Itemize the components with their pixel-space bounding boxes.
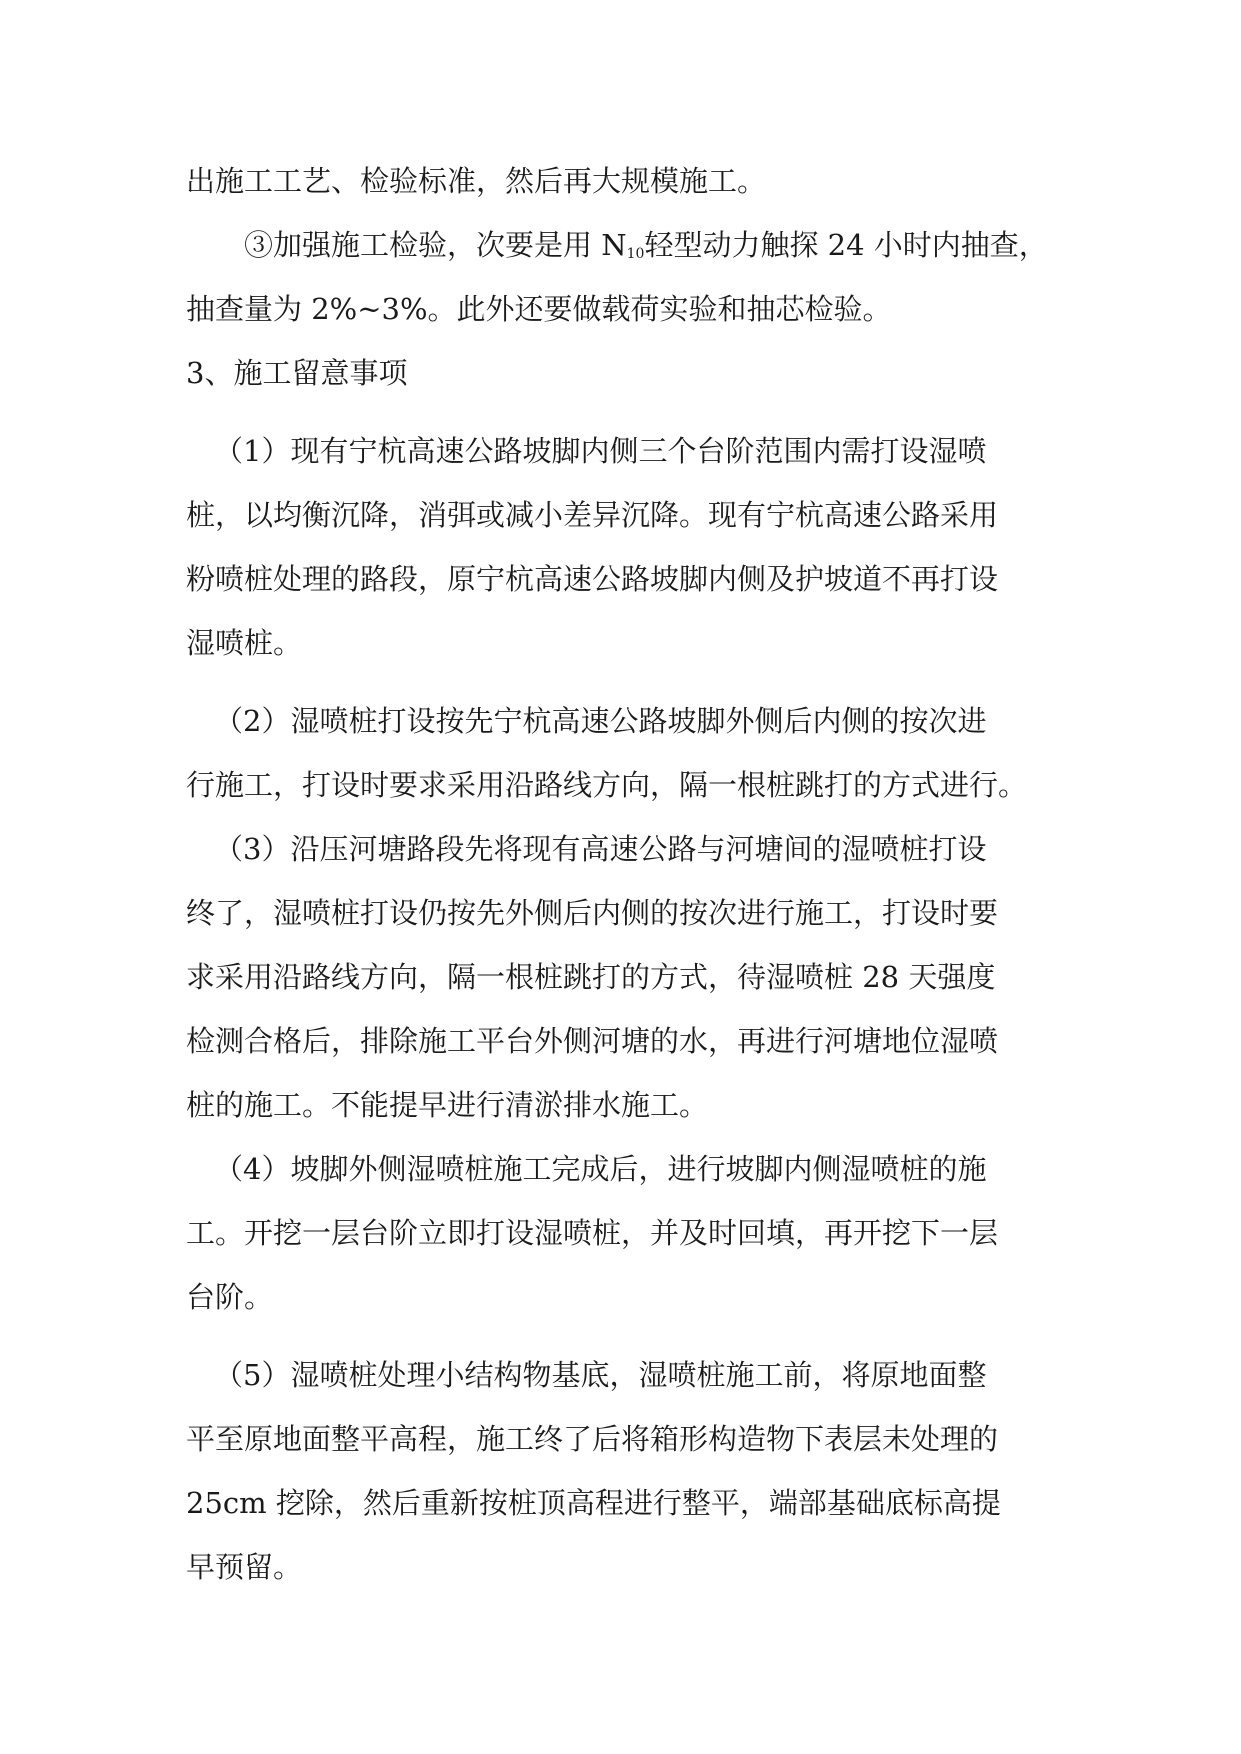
text-segment: ③加强施工检验，次要是用 N bbox=[244, 228, 627, 262]
paragraph-1-line: 湿喷桩。 bbox=[186, 626, 303, 660]
paragraph-5-line: 平至原地面整平高程，施工终了后将箱形构造物下表层未处理的 bbox=[186, 1422, 999, 1456]
subscript: 10 bbox=[626, 246, 645, 262]
paragraph-2-line: （2）湿喷桩打设按先宁杭高速公路坡脚外侧后内侧的按次进 bbox=[214, 704, 987, 738]
text-line bbox=[186, 213, 1056, 277]
paragraph-4-line: 工。开挖一层台阶立即打设湿喷桩，并及时回填，再开挖下一层 bbox=[186, 1216, 999, 1250]
section-heading: 3、施工留意事项 bbox=[186, 356, 408, 390]
paragraph-3-line: （3）沿压河塘路段先将现有高速公路与河塘间的湿喷桩打设 bbox=[214, 832, 987, 866]
paragraph-4-line: 台阶。 bbox=[186, 1280, 274, 1314]
paragraph-4-line: （4）坡脚外侧湿喷桩施工完成后，进行坡脚内侧湿喷桩的施 bbox=[214, 1152, 987, 1186]
paragraph-5-line: 早预留。 bbox=[186, 1550, 303, 1584]
paragraph-3-line: 求采用沿路线方向，隔一根桩跳打的方式，待湿喷桩 28 天强度 bbox=[186, 960, 996, 994]
paragraph-1-line: （1）现有宁杭高速公路坡脚内侧三个台阶范围内需打设湿喷 bbox=[214, 434, 987, 468]
text-line: 出施工工艺、检验标准，然后再大规模施工。 bbox=[186, 164, 767, 198]
paragraph-1-line: 桩，以均衡沉降，消弭或减小差异沉降。现有宁杭高速公路采用 bbox=[186, 498, 999, 532]
paragraph-1-line: 粉喷桩处理的路段，原宁杭高速公路坡脚内侧及护坡道不再打设 bbox=[186, 562, 999, 596]
paragraph-3-line: 终了，湿喷桩打设仍按先外侧后内侧的按次进行施工，打设时要 bbox=[186, 896, 999, 930]
paragraph-5-line: 25cm 挖除，然后重新按桩顶高程进行整平，端部基础底标高提 bbox=[186, 1486, 1001, 1520]
text-segment: 轻型动力触探 24 小时内抽查， bbox=[644, 228, 1048, 262]
paragraph-3-line: 检测合格后，排除施工平台外侧河塘的水，再进行河塘地位湿喷 bbox=[186, 1024, 999, 1058]
paragraph-3-line: 桩的施工。不能提早进行清淤排水施工。 bbox=[186, 1088, 709, 1122]
paragraph-5-line: （5）湿喷桩处理小结构物基底，湿喷桩施工前，将原地面整 bbox=[214, 1358, 987, 1392]
document-body bbox=[186, 149, 1056, 1599]
paragraph-2-line: 行施工，打设时要求采用沿路线方向，隔一根桩跳打的方式进行。 bbox=[186, 768, 1028, 802]
text-line: 抽查量为 2%~3%。此外还要做载荷实验和抽芯检验。 bbox=[186, 292, 892, 326]
